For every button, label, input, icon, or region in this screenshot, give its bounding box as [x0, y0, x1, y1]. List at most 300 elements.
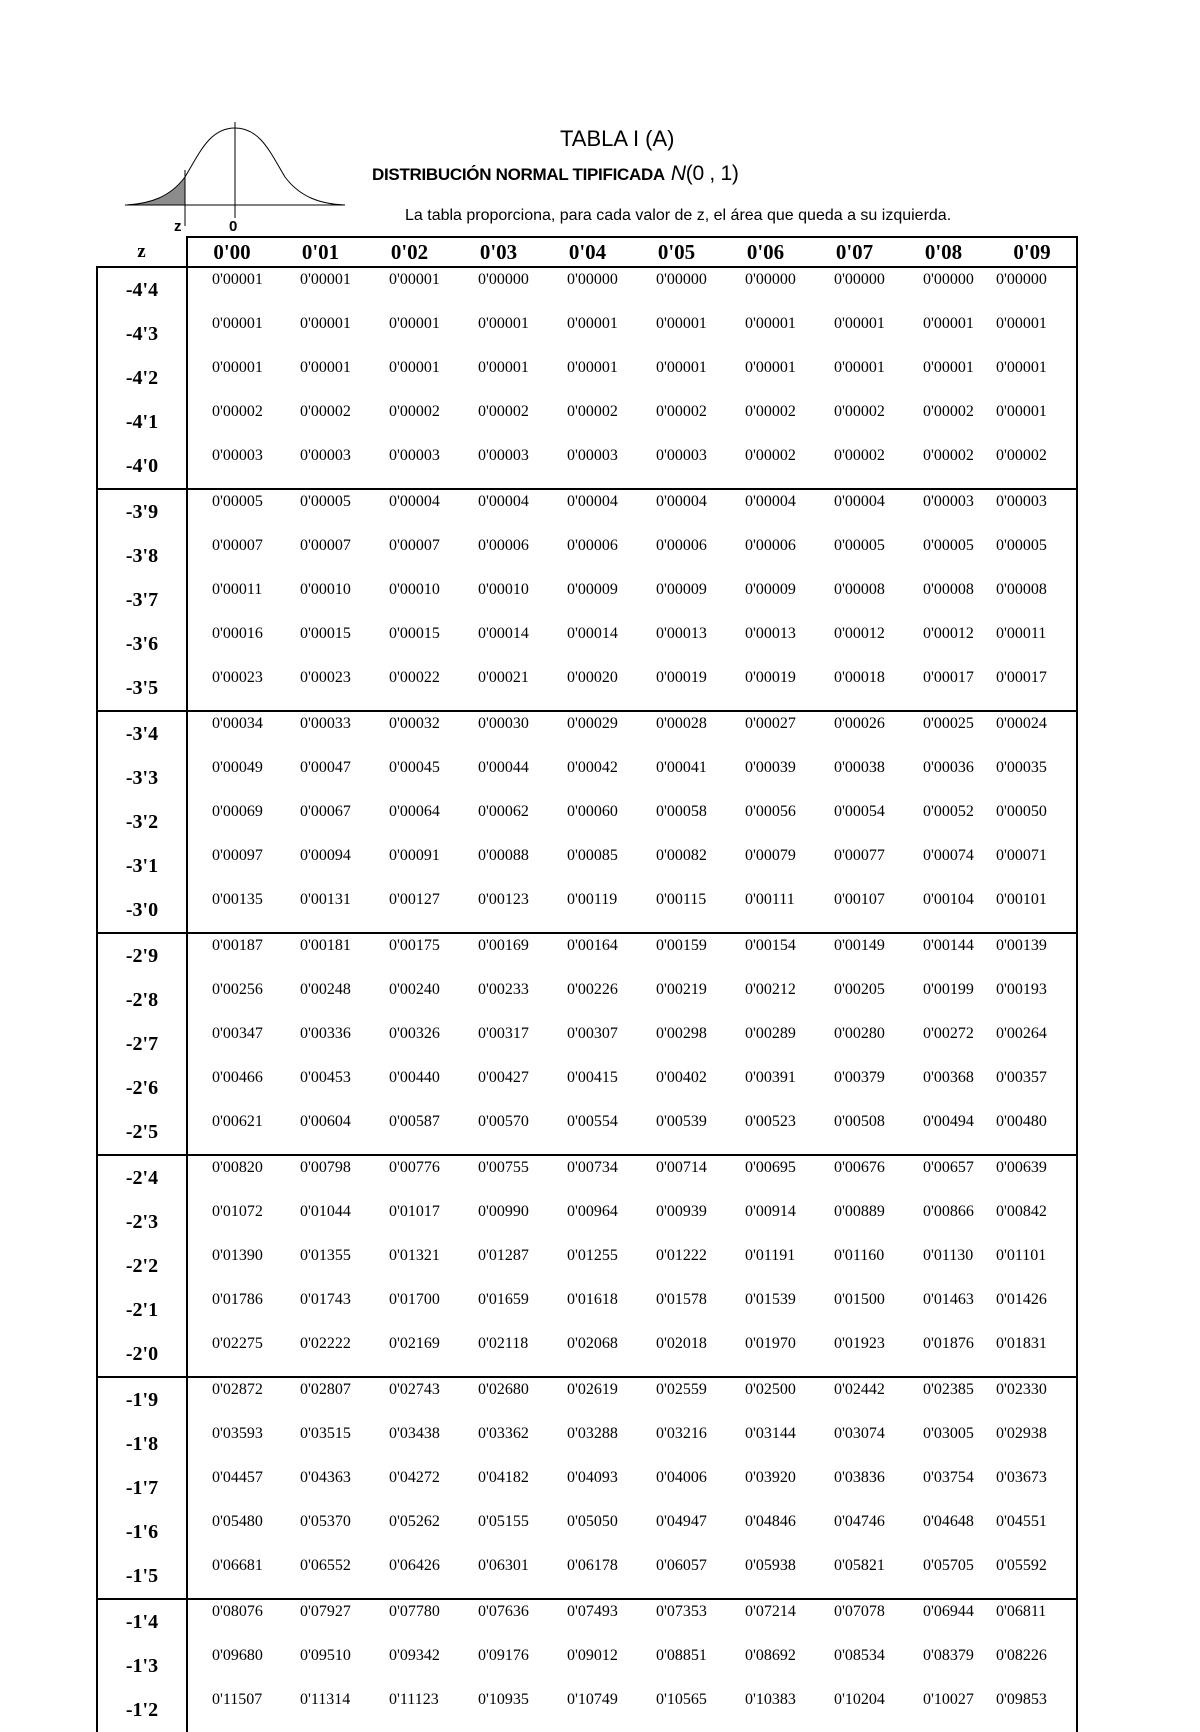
table-row: [97, 1022, 1077, 1066]
probability-cell: 0'00391: [745, 1069, 796, 1086]
table-row: [97, 578, 1077, 622]
probability-cell: 0'00115: [656, 891, 707, 908]
probability-cell: 0'00027: [721, 711, 810, 756]
probability-cell: 0'09176: [478, 1647, 529, 1664]
probability-cell: 0'00604: [300, 1113, 351, 1130]
probability-cell: 0'02442: [810, 1377, 899, 1422]
probability-cell: 0'03144: [745, 1425, 796, 1442]
probability-cell: 0'00248: [300, 981, 351, 998]
probability-cell: 0'03836: [834, 1469, 885, 1486]
probability-cell: 0'00015: [389, 625, 440, 642]
probability-cell: 0'00017: [923, 669, 974, 686]
probability-cell: 0'00570: [478, 1113, 529, 1130]
probability-cell: 0'00001: [656, 315, 707, 332]
probability-cell: 0'00866: [923, 1203, 974, 1220]
probability-cell: 0'00001: [478, 359, 529, 376]
probability-cell: 0'06057: [656, 1557, 707, 1574]
probability-cell: 0'00001: [656, 359, 707, 376]
probability-cell: 0'04457: [212, 1469, 263, 1486]
probability-cell: 0'09853: [988, 1688, 1077, 1732]
probability-cell: 0'01222: [656, 1247, 707, 1264]
probability-cell: 0'00001: [834, 315, 885, 332]
probability-cell: 0'00289: [745, 1025, 796, 1042]
probability-cell: 0'00000: [478, 271, 529, 288]
probability-cell: 0'00003: [899, 489, 988, 534]
probability-cell: 0'11507: [212, 1691, 263, 1708]
probability-cell: 0'00003: [389, 447, 440, 464]
table-description: La tabla proporciona, para cada valor de z, el área que queda a su izquierda.: [405, 207, 952, 224]
probability-cell: 0'02222: [300, 1335, 351, 1352]
probability-cell: 0'01101: [988, 1244, 1077, 1288]
probability-cell: 0'00002: [478, 403, 529, 420]
probability-cell: 0'03593: [212, 1425, 263, 1442]
probability-cell: 0'11314: [300, 1691, 351, 1708]
probability-cell: 0'00240: [389, 981, 440, 998]
probability-cell: 0'00002: [745, 447, 796, 464]
probability-cell: 0'00006: [745, 537, 796, 554]
table-row: [97, 1377, 1077, 1422]
table-row: [97, 1244, 1077, 1288]
z-value-cell: -3'5: [97, 666, 187, 711]
probability-cell: 0'06178: [567, 1557, 618, 1574]
figure-label-z: z: [174, 218, 182, 234]
column-header: 0'06: [721, 237, 810, 267]
table-row: [97, 1688, 1077, 1732]
probability-cell: 0'00011: [212, 581, 263, 598]
probability-cell: 0'00889: [834, 1203, 885, 1220]
probability-cell: 0'02680: [454, 1377, 543, 1422]
probability-cell: 0'07780: [365, 1599, 454, 1644]
probability-cell: 0'05705: [923, 1557, 974, 1574]
probability-cell: 0'00964: [567, 1203, 618, 1220]
z-column-header: z: [137, 240, 146, 262]
probability-cell: 0'00415: [567, 1069, 618, 1086]
probability-cell: 0'00062: [478, 803, 529, 820]
probability-cell: 0'00307: [567, 1025, 618, 1042]
probability-cell: 0'04363: [300, 1469, 351, 1486]
probability-cell: 0'00233: [478, 981, 529, 998]
probability-cell: 0'00067: [300, 803, 351, 820]
probability-cell: 0'00001: [567, 315, 618, 332]
table-row: [97, 356, 1077, 400]
table-row: [97, 444, 1077, 489]
z-value-cell: -1'7: [97, 1466, 187, 1510]
probability-cell: 0'00427: [478, 1069, 529, 1086]
probability-cell: 0'10565: [656, 1691, 707, 1708]
probability-cell: 0'01426: [988, 1288, 1077, 1332]
probability-cell: 0'07636: [454, 1599, 543, 1644]
probability-cell: 0'00001: [567, 359, 618, 376]
z-value-cell: -4'3: [97, 312, 187, 356]
probability-cell: 0'04551: [988, 1510, 1077, 1554]
column-header: 0'02: [365, 237, 454, 267]
probability-cell: 0'00010: [389, 581, 440, 598]
table-row: [97, 666, 1077, 711]
probability-cell: 0'00326: [389, 1025, 440, 1042]
probability-cell: 0'00014: [478, 625, 529, 642]
probability-cell: 0'00009: [656, 581, 707, 598]
probability-cell: 0'00298: [656, 1025, 707, 1042]
probability-cell: 0'03005: [923, 1425, 974, 1442]
probability-cell: 0'00013: [745, 625, 796, 642]
probability-cell: 0'00006: [656, 537, 707, 554]
probability-cell: 0'00019: [745, 669, 796, 686]
probability-cell: 0'00144: [899, 933, 988, 978]
probability-cell: 0'00022: [389, 669, 440, 686]
probability-cell: 0'05370: [300, 1513, 351, 1530]
probability-cell: 0'00004: [365, 489, 454, 534]
z-value-cell: -3'4: [97, 711, 187, 756]
probability-cell: 0'00159: [632, 933, 721, 978]
column-header: 0'08: [899, 237, 988, 267]
probability-cell: 0'01463: [923, 1291, 974, 1308]
probability-cell: 0'02619: [543, 1377, 632, 1422]
probability-cell: 0'00466: [212, 1069, 263, 1086]
table-row: [97, 711, 1077, 756]
z-value-cell: -2'3: [97, 1200, 187, 1244]
z-value-cell: -3'9: [97, 489, 187, 534]
z-value-cell: -2'6: [97, 1066, 187, 1110]
probability-cell: 0'00336: [300, 1025, 351, 1042]
probability-cell: 0'00002: [834, 403, 885, 420]
table-row: [97, 1200, 1077, 1244]
probability-cell: 0'03288: [567, 1425, 618, 1442]
probability-cell: 0'00004: [632, 489, 721, 534]
column-header: 0'01: [276, 237, 365, 267]
probability-cell: 0'00494: [923, 1113, 974, 1130]
probability-cell: 0'00001: [988, 400, 1077, 444]
probability-cell: 0'00001: [300, 271, 351, 288]
probability-cell: 0'00820: [187, 1155, 276, 1200]
table-row: [97, 888, 1077, 933]
probability-cell: 0'03074: [834, 1425, 885, 1442]
z-value-cell: -2'8: [97, 978, 187, 1022]
table-row: [97, 1332, 1077, 1377]
probability-cell: 0'00032: [365, 711, 454, 756]
probability-cell: 0'00004: [810, 489, 899, 534]
probability-cell: 0'00085: [567, 847, 618, 864]
probability-cell: 0'00003: [300, 447, 351, 464]
distribution-symbol: N: [670, 162, 686, 185]
table-row: [97, 1644, 1077, 1688]
probability-cell: 0'00357: [988, 1066, 1077, 1110]
distribution-params: (0 , 1): [685, 162, 739, 185]
z-value-cell: -3'6: [97, 622, 187, 666]
probability-cell: 0'05821: [834, 1557, 885, 1574]
distribution-notation: [671, 162, 739, 185]
probability-cell: 0'00007: [300, 537, 351, 554]
probability-cell: 0'01970: [745, 1335, 796, 1352]
probability-cell: 0'00639: [988, 1155, 1077, 1200]
column-header: 0'09: [988, 237, 1077, 267]
probability-cell: 0'00003: [567, 447, 618, 464]
probability-cell: 0'00010: [478, 581, 529, 598]
z-value-cell: -2'7: [97, 1022, 187, 1066]
probability-cell: 0'08534: [834, 1647, 885, 1664]
probability-cell: 0'01500: [834, 1291, 885, 1308]
table-row: [97, 756, 1077, 800]
probability-cell: 0'02018: [656, 1335, 707, 1352]
probability-cell: 0'00755: [454, 1155, 543, 1200]
probability-cell: 0'01255: [567, 1247, 618, 1264]
probability-cell: 0'00079: [745, 847, 796, 864]
probability-cell: 0'04182: [478, 1469, 529, 1486]
probability-cell: 0'00123: [478, 891, 529, 908]
probability-cell: 0'05592: [988, 1554, 1077, 1599]
z-value-cell: -3'7: [97, 578, 187, 622]
probability-cell: 0'00005: [834, 537, 885, 554]
probability-cell: 0'00023: [212, 669, 263, 686]
z-value-cell: -3'8: [97, 534, 187, 578]
probability-cell: 0'00001: [300, 359, 351, 376]
probability-cell: 0'00007: [212, 537, 263, 554]
probability-cell: 0'01044: [300, 1203, 351, 1220]
probability-cell: 0'00091: [389, 847, 440, 864]
probability-cell: 0'00025: [899, 711, 988, 756]
z-value-cell: -1'3: [97, 1644, 187, 1688]
probability-cell: 0'00001: [300, 315, 351, 332]
probability-cell: 0'04093: [567, 1469, 618, 1486]
z-value-cell: -3'0: [97, 888, 187, 933]
table-row: [97, 1066, 1077, 1110]
table-row: [97, 1422, 1077, 1466]
probability-cell: 0'00003: [656, 447, 707, 464]
z-value-cell: -1'9: [97, 1377, 187, 1422]
probability-cell: 0'00006: [478, 537, 529, 554]
probability-cell: 0'09680: [212, 1647, 263, 1664]
probability-cell: 0'00012: [834, 625, 885, 642]
probability-cell: 0'00347: [212, 1025, 263, 1042]
z-value-cell: -4'2: [97, 356, 187, 400]
probability-cell: 0'02743: [365, 1377, 454, 1422]
probability-cell: 0'00001: [212, 315, 263, 332]
probability-cell: 0'08226: [988, 1644, 1077, 1688]
table-body: [97, 267, 1077, 1732]
probability-cell: 0'00508: [834, 1113, 885, 1130]
z-value-cell: -2'4: [97, 1155, 187, 1200]
probability-cell: 0'00734: [543, 1155, 632, 1200]
probability-cell: 0'00175: [365, 933, 454, 978]
probability-cell: 0'03920: [745, 1469, 796, 1486]
table-row: [97, 1288, 1077, 1332]
probability-cell: 0'01923: [834, 1335, 885, 1352]
z-table-container: [96, 236, 1076, 1732]
probability-cell: 0'00187: [187, 933, 276, 978]
z-value-cell: -1'4: [97, 1599, 187, 1644]
probability-cell: 0'00842: [988, 1200, 1077, 1244]
probability-cell: 0'07353: [632, 1599, 721, 1644]
probability-cell: 0'00280: [834, 1025, 885, 1042]
probability-cell: 0'00169: [454, 933, 543, 978]
probability-cell: 0'00149: [810, 933, 899, 978]
probability-cell: 0'00554: [567, 1113, 618, 1130]
probability-cell: 0'00004: [543, 489, 632, 534]
probability-cell: 0'00004: [454, 489, 543, 534]
probability-cell: 0'00003: [478, 447, 529, 464]
probability-cell: 0'00042: [567, 759, 618, 776]
probability-cell: 0'05938: [745, 1557, 796, 1574]
probability-cell: 0'00071: [988, 844, 1077, 888]
probability-cell: 0'00939: [656, 1203, 707, 1220]
probability-cell: 0'02872: [187, 1377, 276, 1422]
probability-cell: 0'00050: [988, 800, 1077, 844]
probability-cell: 0'05480: [212, 1513, 263, 1530]
probability-cell: 0'00015: [300, 625, 351, 642]
probability-cell: 0'04746: [834, 1513, 885, 1530]
probability-cell: 0'00776: [365, 1155, 454, 1200]
table-row: [97, 534, 1077, 578]
probability-cell: 0'00368: [923, 1069, 974, 1086]
probability-cell: 0'00101: [988, 888, 1077, 933]
probability-cell: 0'04006: [656, 1469, 707, 1486]
probability-cell: 0'00001: [988, 356, 1077, 400]
z-value-cell: -1'6: [97, 1510, 187, 1554]
column-header: 0'03: [454, 237, 543, 267]
table-row: [97, 978, 1077, 1022]
normal-curve-figure: [125, 122, 345, 234]
probability-cell: 0'03438: [389, 1425, 440, 1442]
probability-cell: 0'01390: [212, 1247, 263, 1264]
probability-cell: 0'00264: [988, 1022, 1077, 1066]
probability-cell: 0'07493: [543, 1599, 632, 1644]
probability-cell: 0'00523: [745, 1113, 796, 1130]
probability-cell: 0'00154: [721, 933, 810, 978]
probability-cell: 0'00001: [745, 359, 796, 376]
z-value-cell: -1'2: [97, 1688, 187, 1732]
probability-cell: 0'00035: [988, 756, 1077, 800]
probability-cell: 0'01191: [745, 1247, 796, 1264]
probability-cell: 0'00021: [478, 669, 529, 686]
probability-cell: 0'00317: [478, 1025, 529, 1042]
probability-cell: 0'00001: [923, 359, 974, 376]
probability-cell: 0'00002: [212, 403, 263, 420]
probability-cell: 0'00000: [745, 271, 796, 288]
probability-cell: 0'00193: [988, 978, 1077, 1022]
probability-cell: 0'00539: [656, 1113, 707, 1130]
probability-cell: 0'09342: [389, 1647, 440, 1664]
probability-cell: 0'00097: [212, 847, 263, 864]
probability-cell: 0'09510: [300, 1647, 351, 1664]
probability-cell: 0'00205: [834, 981, 885, 998]
probability-cell: 0'06681: [212, 1557, 263, 1574]
probability-cell: 0'01786: [212, 1291, 263, 1308]
probability-cell: 0'00047: [300, 759, 351, 776]
table-row: [97, 800, 1077, 844]
probability-cell: 0'00000: [988, 267, 1077, 312]
probability-cell: 0'00045: [389, 759, 440, 776]
probability-cell: 0'00181: [276, 933, 365, 978]
probability-cell: 0'01160: [834, 1247, 885, 1264]
probability-cell: 0'00056: [745, 803, 796, 820]
probability-cell: 0'02938: [988, 1422, 1077, 1466]
probability-cell: 0'00094: [300, 847, 351, 864]
probability-cell: 0'00379: [834, 1069, 885, 1086]
probability-cell: 0'01017: [389, 1203, 440, 1220]
probability-cell: 0'08076: [187, 1599, 276, 1644]
probability-cell: 0'00003: [988, 489, 1077, 534]
probability-cell: 0'08851: [656, 1647, 707, 1664]
probability-cell: 0'03515: [300, 1425, 351, 1442]
probability-cell: 0'01618: [567, 1291, 618, 1308]
probability-cell: 0'10935: [478, 1691, 529, 1708]
probability-cell: 0'00012: [923, 625, 974, 642]
probability-cell: 0'00002: [923, 403, 974, 420]
probability-cell: 0'00013: [656, 625, 707, 642]
shaded-left-tail: [125, 177, 185, 205]
probability-cell: 0'00060: [567, 803, 618, 820]
probability-cell: 0'02330: [988, 1377, 1077, 1422]
probability-cell: 0'02169: [389, 1335, 440, 1352]
z-value-cell: -2'0: [97, 1332, 187, 1377]
probability-cell: 0'00005: [276, 489, 365, 534]
probability-cell: 0'00019: [656, 669, 707, 686]
table-row: [97, 1599, 1077, 1644]
probability-cell: 0'04947: [656, 1513, 707, 1530]
probability-cell: 0'00009: [745, 581, 796, 598]
probability-cell: 0'04846: [745, 1513, 796, 1530]
z-value-cell: -1'8: [97, 1422, 187, 1466]
z-value-cell: -3'3: [97, 756, 187, 800]
probability-cell: 0'00002: [656, 403, 707, 420]
probability-cell: 0'04648: [923, 1513, 974, 1530]
probability-cell: 0'08379: [923, 1647, 974, 1664]
probability-cell: 0'00010: [300, 581, 351, 598]
probability-cell: 0'00001: [745, 315, 796, 332]
probability-cell: 0'00587: [389, 1113, 440, 1130]
z-value-cell: -3'2: [97, 800, 187, 844]
probability-cell: 0'00009: [567, 581, 618, 598]
probability-cell: 0'00028: [632, 711, 721, 756]
probability-cell: 0'00002: [745, 403, 796, 420]
probability-cell: 0'00111: [745, 891, 795, 908]
probability-cell: 0'00139: [988, 933, 1077, 978]
probability-cell: 0'00002: [988, 444, 1077, 489]
probability-cell: 0'00001: [389, 271, 440, 288]
probability-cell: 0'00005: [923, 537, 974, 554]
probability-cell: 0'06426: [389, 1557, 440, 1574]
subtitle-text: DISTRIBUCIÓN NORMAL TIPIFICADA: [372, 165, 665, 184]
probability-cell: 0'00041: [656, 759, 707, 776]
column-header: 0'00: [187, 237, 276, 267]
probability-cell: 0'00001: [834, 359, 885, 376]
probability-cell: 0'00107: [834, 891, 885, 908]
probability-cell: 0'00119: [567, 891, 618, 908]
probability-cell: 0'00064: [389, 803, 440, 820]
probability-cell: 0'00014: [567, 625, 618, 642]
table-row: [97, 933, 1077, 978]
probability-cell: 0'00990: [478, 1203, 529, 1220]
probability-cell: 0'01287: [478, 1247, 529, 1264]
column-header: 0'07: [810, 237, 899, 267]
probability-cell: 0'07214: [721, 1599, 810, 1644]
probability-cell: 0'06301: [478, 1557, 529, 1574]
table-row: [97, 1155, 1077, 1200]
probability-cell: 0'00005: [988, 534, 1077, 578]
probability-cell: 0'00006: [567, 537, 618, 554]
probability-cell: 0'00038: [834, 759, 885, 776]
probability-cell: 0'02385: [899, 1377, 988, 1422]
probability-cell: 0'01321: [389, 1247, 440, 1264]
probability-cell: 0'00001: [389, 359, 440, 376]
probability-cell: 0'00695: [721, 1155, 810, 1200]
probability-cell: 0'00069: [212, 803, 263, 820]
probability-cell: 0'01130: [923, 1247, 974, 1264]
probability-cell: 0'00001: [988, 312, 1077, 356]
probability-cell: 0'00074: [923, 847, 974, 864]
probability-cell: 0'05262: [389, 1513, 440, 1530]
z-value-cell: -1'5: [97, 1554, 187, 1599]
table-subtitle: [372, 162, 739, 186]
